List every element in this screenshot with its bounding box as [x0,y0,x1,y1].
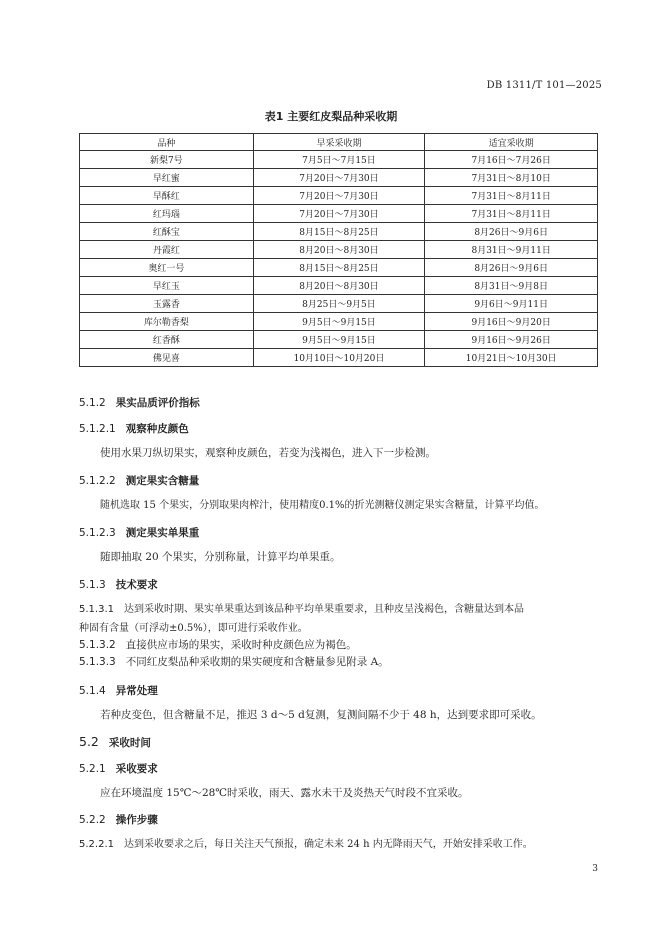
cell-suitable-harvest-period: 7月16日～7月26日 [425,151,598,169]
cell-variety: 红玛瑙 [80,205,254,223]
cell-variety: 红酥宝 [80,223,254,241]
table-title: 表1 主要红皮梨品种采收期 [264,110,398,123]
section-5-1-2-3 [79,525,604,540]
cell-suitable-harvest-period: 9月16日～9月26日 [425,331,598,349]
cell-variety: 丹霞红 [80,241,254,259]
section-title: 操作步骤 [115,814,158,826]
section-number: 5.1.3 [79,579,106,591]
section-number: 5.2.1 [79,763,106,775]
paragraph-5-1-2-1: 使用水果刀纵切果实，观察种皮颜色，若变为浅褐色，进入下一步检测。 [100,447,436,459]
cell-suitable-harvest-period: 9月16日～9月20日 [425,313,598,331]
section-title: 技术要求 [115,579,158,591]
section-5-1-2-2 [79,473,604,488]
section-title: 果实品质评价指标 [115,397,200,409]
section-5-2 [79,734,604,750]
cell-early-harvest-period: 8月15日～8月25日 [253,259,425,277]
cell-suitable-harvest-period: 7月31日～8月10日 [425,169,598,187]
clause-text: 达到采收时期、果实单果重达到该品种平均单果重要求，且种皮呈浅褐色，含糖量达到本品 [124,604,524,615]
harvest-period-table [79,133,598,367]
section-5-1-3 [79,577,604,592]
clause-text-continued: 种固有含量（可浮动±0.5%），即可进行采收作业。 [79,623,308,634]
cell-early-harvest-period: 9月5日～9月15日 [253,313,425,331]
cell-variety: 库尔勒香梨 [80,313,254,331]
section-number: 5.2.2 [79,814,106,826]
column-header-variety: 品种 [80,134,254,151]
paragraph-5-1-3-2 [79,637,604,654]
table-row [80,295,598,313]
section-number: 5.1.2.1 [79,423,116,435]
section-number: 5.1.2.2 [79,475,116,487]
section-title: 异常处理 [115,685,158,697]
paragraph-5-1-2-3: 随即抽取 20 个果实，分别称量，计算平均单果重。 [100,551,341,563]
cell-suitable-harvest-period: 7月31日～8月11日 [425,187,598,205]
section-title: 测定果实单果重 [125,527,200,539]
cell-variety: 早红蜜 [80,169,254,187]
document-code: DB 1311/T 101—2025 [486,80,602,91]
paragraph-5-2-2-1 [79,835,604,854]
column-header-suitable-harvest: 适宜采收期 [425,134,598,151]
table-row [80,205,598,223]
section-title: 观察种皮颜色 [125,423,189,435]
clause-number: 5.2.2.1 [79,839,114,850]
section-title: 采收时间 [108,737,151,749]
cell-early-harvest-period: 8月20日～8月30日 [253,277,425,295]
cell-variety: 玉露香 [80,295,254,313]
paragraph-5-1-4: 若种皮变色，但含糖量不足，推迟 3 d～5 d复测，复测间隔不少于 48 h，达到要求即可采收。 [100,709,542,721]
section-title: 采收要求 [115,763,158,775]
table-row [80,169,598,187]
table-row [80,349,598,367]
table-row [80,277,598,295]
cell-variety: 佛见喜 [80,349,254,367]
paragraph-5-1-3-3 [79,654,604,671]
table-row [80,241,598,259]
table-row [80,313,598,331]
table-row [80,187,598,205]
cell-suitable-harvest-period: 8月26日～9月6日 [425,223,598,241]
column-header-early-harvest: 早采采收期 [253,134,425,151]
cell-early-harvest-period: 7月20日～7月30日 [253,205,425,223]
clause-text: 达到采收要求之后，每日关注天气预报，确定未来 24 h 内无降雨天气，开始安排采收工作。 [124,839,533,850]
section-5-2-2 [79,812,604,827]
section-5-1-2 [79,395,604,410]
cell-early-harvest-period: 9月5日～9月15日 [253,331,425,349]
cell-early-harvest-period: 7月5日～7月15日 [253,151,425,169]
cell-suitable-harvest-period: 9月6日～9月11日 [425,295,598,313]
clause-number: 5.1.3.1 [79,604,114,615]
page-number: 3 [592,864,598,874]
clause-number: 5.1.3.2 [79,639,116,651]
cell-variety: 新梨7号 [80,151,254,169]
section-number: 5.1.2.3 [79,527,116,539]
cell-early-harvest-period: 10月10日～10月20日 [253,349,425,367]
section-5-1-4 [79,683,604,698]
section-5-2-1 [79,761,604,776]
section-number: 5.1.2 [79,397,106,409]
section-number: 5.2 [79,734,99,749]
table-row [80,223,598,241]
cell-suitable-harvest-period: 7月31日～8月11日 [425,205,598,223]
table-row [80,331,598,349]
section-number: 5.1.4 [79,685,106,697]
paragraph-5-2-1: 应在环境温度 15℃～28℃时采收，雨天、露水未干及炎热天气时段不宜采收。 [100,787,469,799]
table-row [80,259,598,277]
table-header-row [80,134,598,151]
section-title: 测定果实含糖量 [125,475,200,487]
section-5-1-2-1 [79,421,604,436]
table-body [80,151,598,367]
cell-early-harvest-period: 8月15日～8月25日 [253,223,425,241]
paragraph-5-1-3-1 [79,600,604,638]
cell-variety: 早红玉 [80,277,254,295]
cell-suitable-harvest-period: 8月26日～9月6日 [425,259,598,277]
clause-text: 直接供应市场的果实，采收时种皮颜色应为褐色。 [125,639,357,651]
clause-text: 不同红皮梨品种采收期的果实硬度和含糖量参见附录 A。 [125,656,389,668]
cell-variety: 早酥红 [80,187,254,205]
cell-suitable-harvest-period: 8月31日～9月11日 [425,241,598,259]
cell-variety: 奥红一号 [80,259,254,277]
table-row [80,151,598,169]
cell-suitable-harvest-period: 10月21日～10月30日 [425,349,598,367]
cell-early-harvest-period: 7月20日～7月30日 [253,169,425,187]
clause-number: 5.1.3.3 [79,656,116,668]
cell-early-harvest-period: 7月20日～7月30日 [253,187,425,205]
paragraph-5-1-2-2: 随机选取 15 个果实，分别取果肉榨汁，使用精度0.1%的折光测糖仪测定果实含糖量，计算平均值。 [100,500,545,511]
cell-early-harvest-period: 8月20日～8月30日 [253,241,425,259]
cell-variety: 红香酥 [80,331,254,349]
cell-early-harvest-period: 8月25日～9月5日 [253,295,425,313]
cell-suitable-harvest-period: 8月31日～9月8日 [425,277,598,295]
